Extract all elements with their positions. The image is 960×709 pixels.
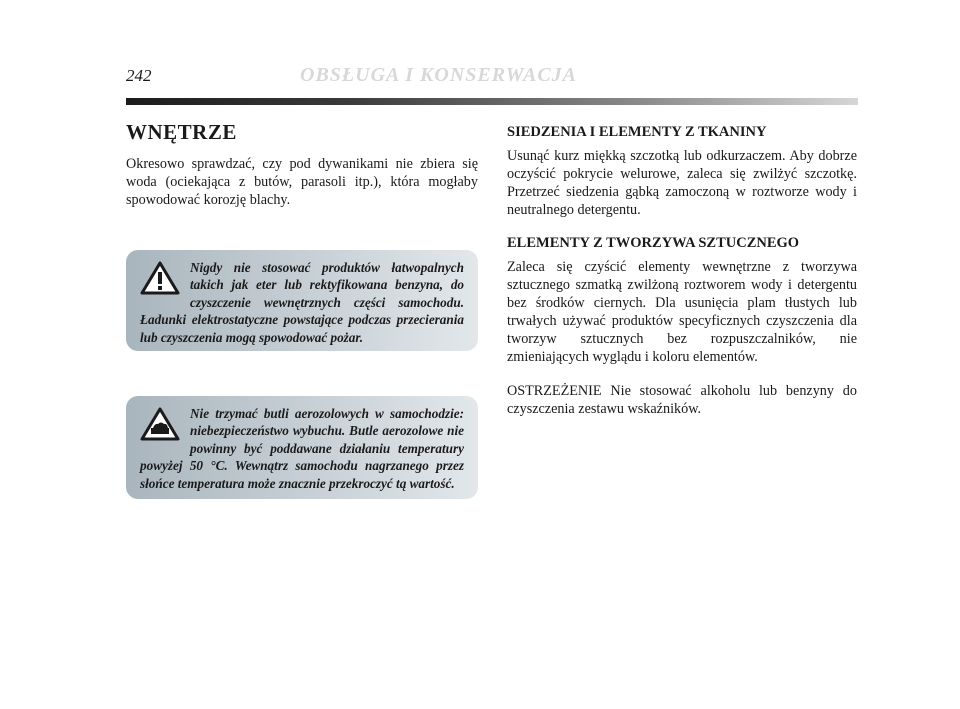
- spray-can-warning-icon: [140, 407, 180, 441]
- warning-text-aerosol: Nie trzymać butli aerozolowych w samochodzie: niebezpieczeństwo wybuchu. Butle aerozolowe nie powinny być poddawane działaniu temperatury powyżej 50 °C. Wewnątrz samochodu nagrzanego przez słońce temperatura może znacznie przekroczyć tą wartość.: [140, 406, 464, 491]
- section-title-interior: WNĘTRZE: [126, 120, 237, 144]
- warning-text-flammable: Nigdy nie stosować produktów łatwopalnych takich jak eter lub rektyfikowana benzyna, do czyszczenie wewnętrznych części samochodu. Ładunki elektrostatyczne powstające podczas przecierania lub czyszczenia mogą spowodować pożar.: [140, 260, 464, 345]
- right-column: [507, 124, 857, 418]
- section-title-plastic: ELEMENTY Z TWORZYWA SZTUCZNEGO: [507, 235, 800, 251]
- interior-paragraph: Okresowo sprawdzać, czy pod dywanikami nie zbiera się woda (ociekająca z butów, parasoli itp.), która mogłaby spowodować korozję blachy.: [126, 156, 478, 208]
- section-header-title: OBSŁUGA I KONSERWACJA: [300, 64, 578, 86]
- warning-triangle-icon: [140, 261, 180, 295]
- page-number: 242: [126, 66, 152, 85]
- warning-note: OSTRZEŻENIE Nie stosować alkoholu lub benzyny do czyszczenia zestawu wskaźników.: [507, 383, 857, 417]
- plastic-paragraph: Zaleca się czyścić elementy wewnętrzne z tworzywa sztucznego szmatką zwilżoną roztworem wody i detergentu bez środków ciernych. Dla usunięcia plam tłustych lub trwałych używać produktów specyficznych czyszczenia dla tworzyw sztucznych bez rozpuszczalników, nie zmieniających wyglądu i koloru elementów.: [507, 259, 857, 365]
- warning-box-aerosol: [126, 396, 478, 499]
- left-column: [126, 120, 478, 209]
- header-rule: [126, 98, 858, 105]
- section-title-fabric: SIEDZENIA I ELEMENTY Z TKANINY: [507, 124, 767, 140]
- warning-box-flammable: [126, 250, 478, 351]
- fabric-paragraph: Usunąć kurz miękką szczotką lub odkurzaczem. Aby dobrze oczyścić pokrycie welurowe, zaleca się zwilżyć szczotkę. Przetrzeć siedzenia gąbką zamoczoną w roztworze wody i neutralnego detergentu.: [507, 148, 857, 218]
